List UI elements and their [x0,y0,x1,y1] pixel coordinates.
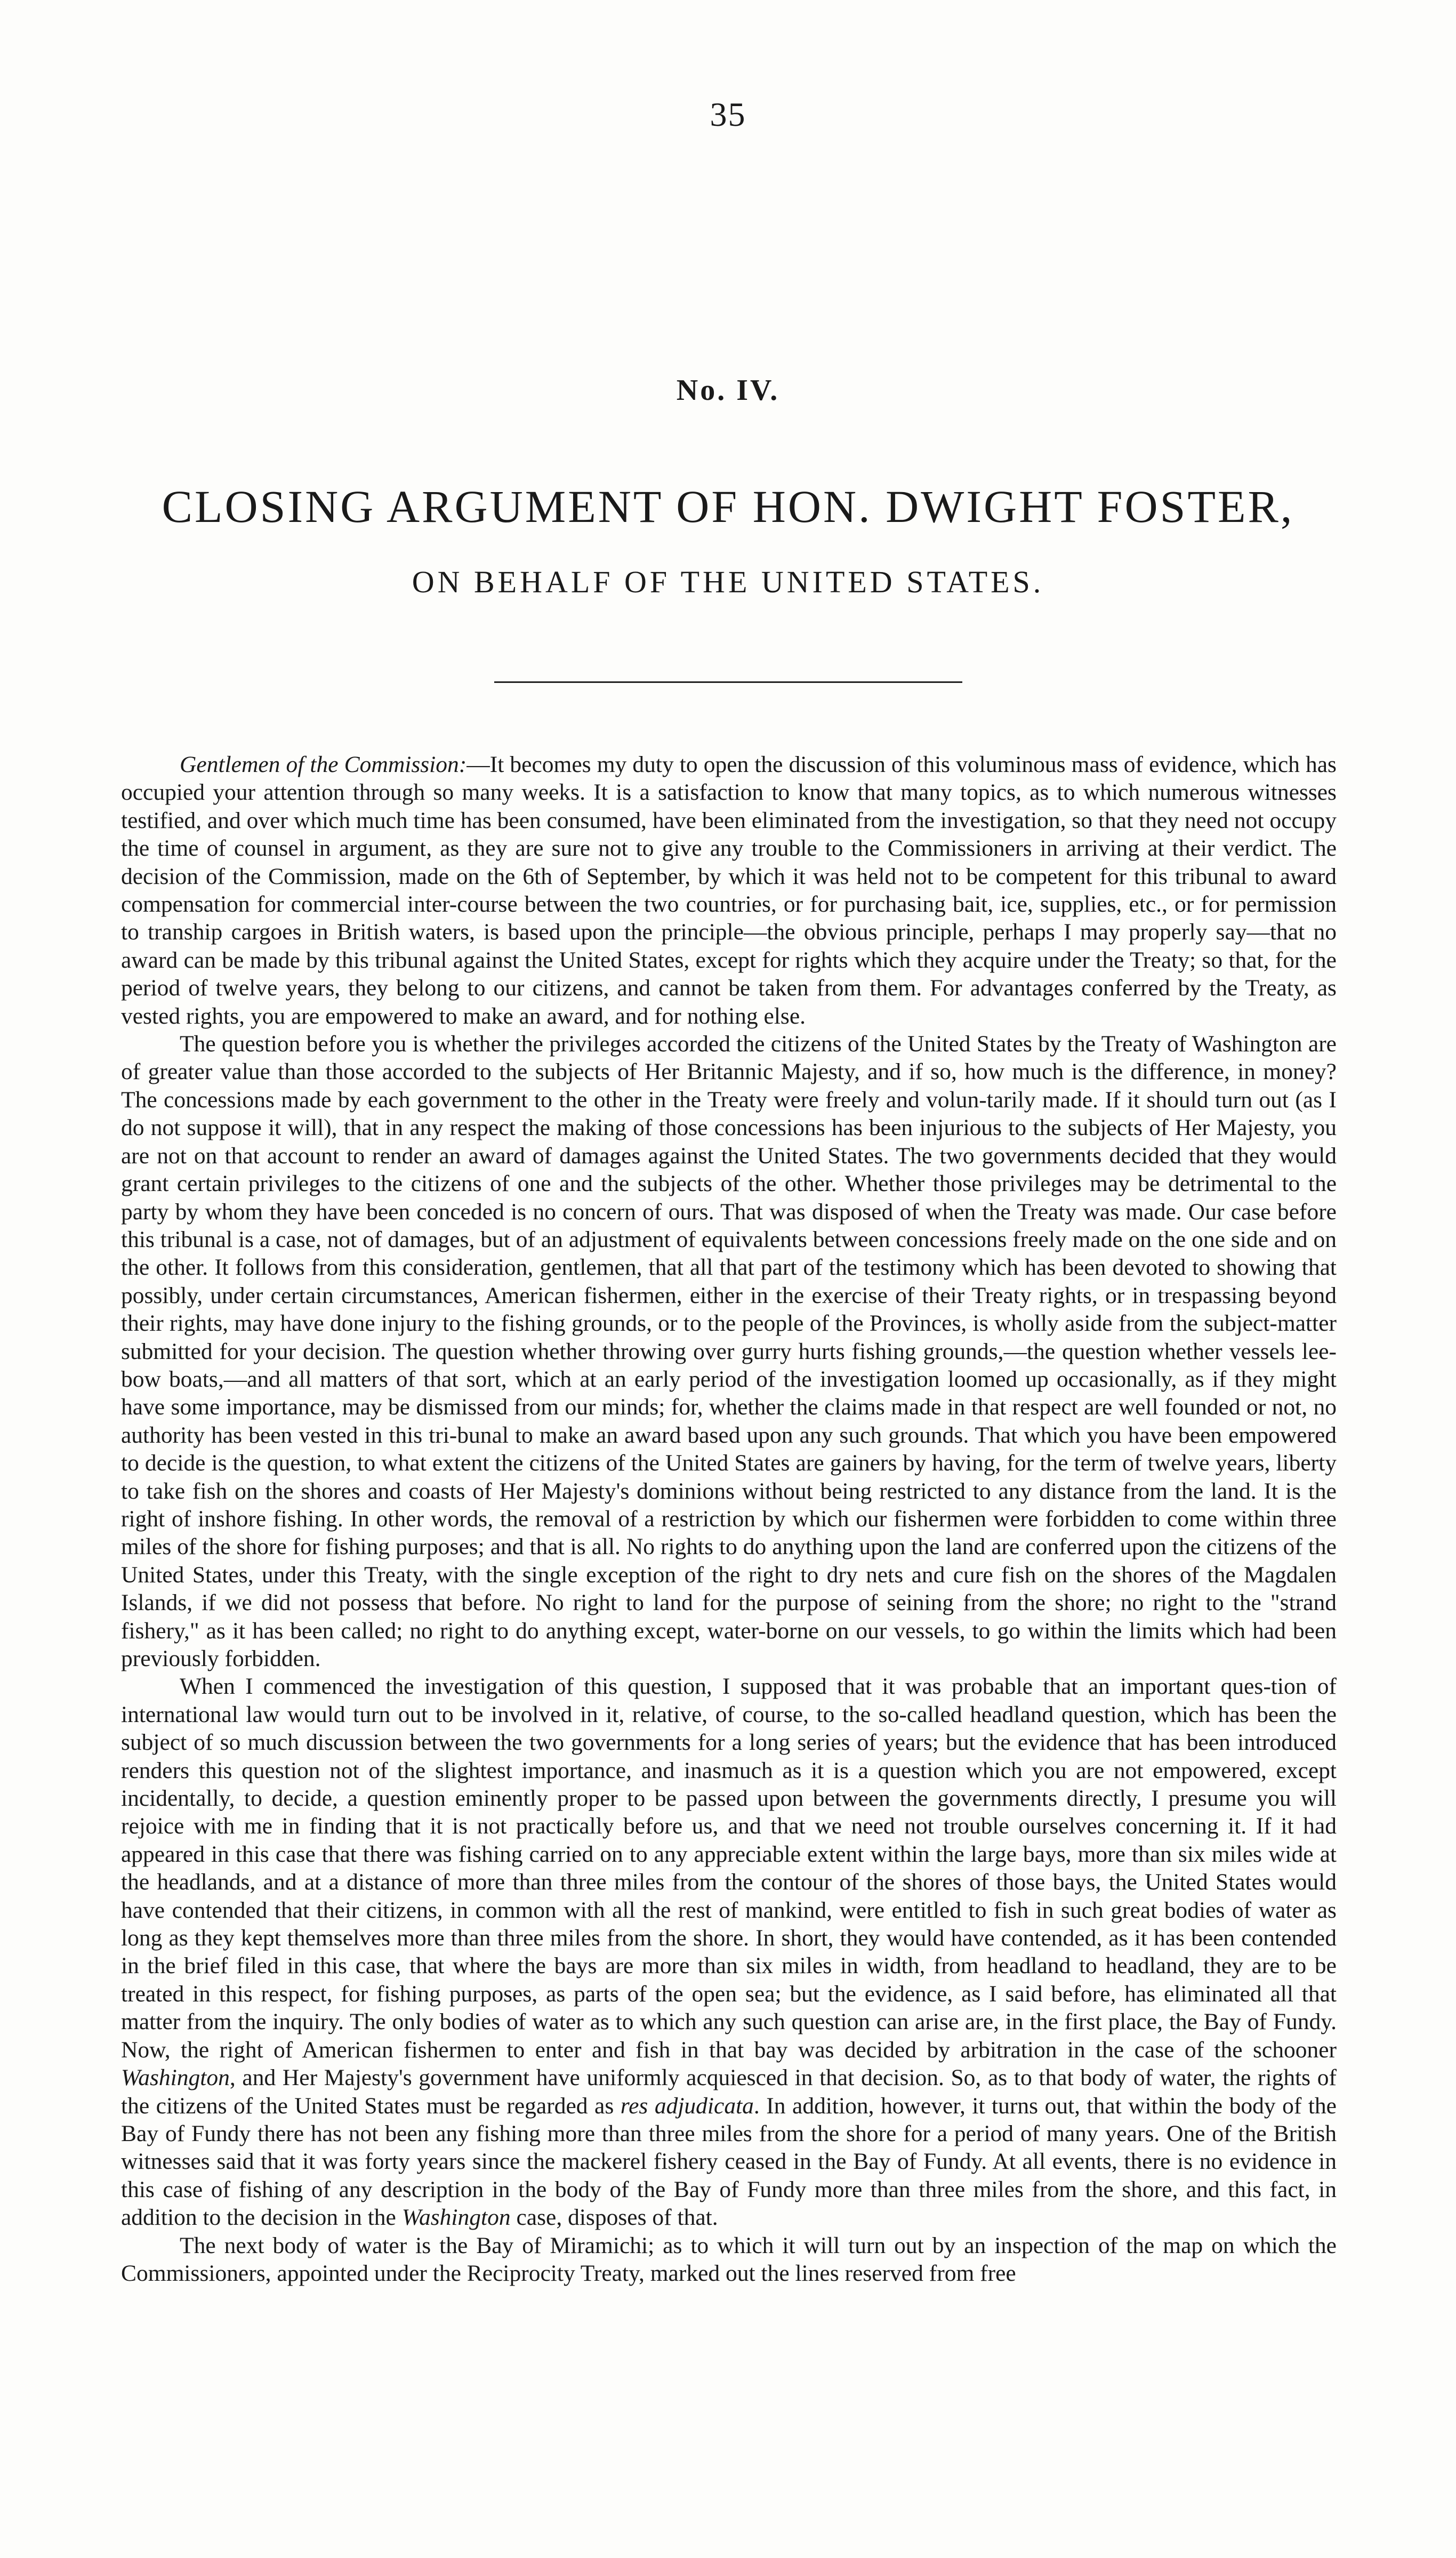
paragraph [121,1672,1337,2231]
paragraph-text: case, disposes of that. [510,2205,718,2231]
salutation: Gentlemen of the Commission: [180,752,467,777]
paragraph-text: When I commenced the investigation of this question, I supposed that it was probable that an important ques-tion of international law would turn out to be involved in it, relative, of course, to the so-called headland question, which has been the subject of so much discussion between the two governments for a long series of years; but the evidence that has been introduced renders this question not of the slightest importance, and inasmuch as it is a question which you are not empowered, except incidentally, to decide, a question eminently proper to be passed upon between the governments directly, I presume you will rejoice with me in finding that it is not practically before us, and that we need not trouble ourselves concerning it. If it had appeared in this case that there was fishing carried on to any appreciable extent within the large bays, more than six miles wide at the headlands, and at a distance of more than three miles from the contour of the shores of those bays, the United States would have contended that their citizens, in common with all the rest of mankind, were entitled to fish in such great bodies of water as long as they kept themselves more than three miles from the shore. In short, they would have contended, as it has been contended in the brief filed in this case, that where the bays are more than six miles in width, from headland to headland, they are to be treated in this respect, for fishing purposes, as parts of the open sea; but the evidence, as I said before, has eliminated all that matter from the inquiry. The only bodies of water as to which any such question can arise are, in the first place, the Bay of Fundy. Now, the right of American fishermen to enter and fish in that bay was decided by arbitration in the case of the schooner [121,1674,1337,2063]
paragraph-text: , and Her Majesty's government have uniformly acquiesced in that decision. So, as to that body of water, the rights of the citizens of the United States must be regarded as [121,2065,1337,2119]
paragraph [121,751,1337,1030]
paragraph-text: . In addition, however, it turns out, that within the body of the Bay of Fundy there has not been any fishing more than three miles from the shore for a period of many years. One of the British witnesses said that it was forty years since the mackerel fishery ceased in the Bay of Fundy. At all events, there is no evidence in this case of fishing of any description in the body of the Bay of Fundy more than three miles from the shore, and this fact, in addition to the decision in the [121,2093,1337,2231]
paragraph-text: —It becomes my duty to open the discussion of this voluminous mass of evidence, which has occupied your attention through so many weeks. It is a satisfaction to know that many topics, as to which numerous witnesses testified, and over which much time has been consumed, have been eliminated from the investigation, so that they need not occupy the time of counsel in argument, as they are sure not to give any trouble to the Commissioners in arriving at their verdict. The decision of the Commission, made on the 6th of September, by which it was held not to be competent for this tribunal to award compensation for commercial inter-course between the two countries, or for purchasing bait, ice, supplies, etc., or for permission to tranship cargoes in British waters, is based upon the principle—the obvious principle, perhaps I may properly say—that no award can be made by this tribunal against the United States, except for rights which they acquire under the Treaty; so that, for the period of twelve years, they belong to our citizens, and cannot be taken from them. For advantages conferred by the Treaty, as vested rights, you are empowered to make an award, and for nothing else. [121,752,1337,1029]
ship-name: Washington [121,2065,230,2091]
body-text [121,751,1337,2287]
ship-name: Washington [401,2205,511,2231]
document-number: No. IV. [676,374,780,407]
document-subtitle: ON BEHALF OF THE UNITED STATES. [412,565,1044,599]
latin-phrase: res adjudicata [620,2093,754,2119]
paragraph: The next body of water is the Bay of Miramichi; as to which it will turn out by an inspection of the map on which the Commissioners, appointed under the Reciprocity Treaty, marked out the lines reserved from free [121,2232,1337,2286]
paragraph: The question before you is whether the privileges accorded the citizens of the United States by the Treaty of Washington are of greater value than those accorded to the subjects of Her Britannic Majesty, and if so, how much is the difference, in money? The concessions made by each government to the other in the Treaty were freely and volun-tarily made. If it should turn out (as I do not suppose it will), that in any respect the making of those concessions has been injurious to the subjects of Her Majesty, you are not on that account to render an award of damages against the United States. The two governments decided that they would grant certain privileges to the citizens of one and the subjects of the other. Whether those privileges may be detrimental to the party by whom they have been conceded is no concern of ours. That was disposed of when the Treaty was made. Our case before this tribunal is a case, not of damages, but of an adjustment of equivalents between concessions freely made on the one side and on the other. It follows from this consideration, gentlemen, that all that part of the testimony which has been devoted to showing that possibly, under certain circumstances, American fishermen, either in the exercise of their Treaty rights, or in trespassing beyond their rights, may have done injury to the fishing grounds, or to the people of the Provinces, is wholly aside from the subject-matter submitted for your decision. The question whether throwing over gurry hurts fishing grounds,—the question whether vessels lee-bow boats,—and all matters of that sort, which at an early period of the investigation loomed up occasionally, as if they might have some importance, may be dismissed from our minds; for, whether the claims made in that respect are well founded or not, no authority has been vested in this tri-bunal to make an award based upon any such grounds. That which you have been empowered to decide is the question, to what extent the citizens of the United States are gainers by having, for the term of twelve years, liberty to take fish on the shores and coasts of Her Majesty's dominions without being restricted to any distance from the land. It is the right of inshore fishing. In other words, the removal of a restriction by which our fishermen were forbidden to come within three miles of the shore for fishing purposes; and that is all. No rights to do anything upon the land are conferred upon the citizens of the United States, under this Treaty, with the single exception of the right to dry nets and cure fish on the shores of the Magdalen Islands, if we did not possess that before. No right to land for the purpose of seining from the shore; no right to the "strand fishery," as it has been called; no right to do anything except, water-borne on our vessels, to go within the limits which had been previously forbidden. [121,1031,1337,1671]
section-divider [494,681,962,683]
document-title: CLOSING ARGUMENT OF HON. DWIGHT FOSTER, [162,481,1294,532]
page-number: 35 [710,95,746,133]
